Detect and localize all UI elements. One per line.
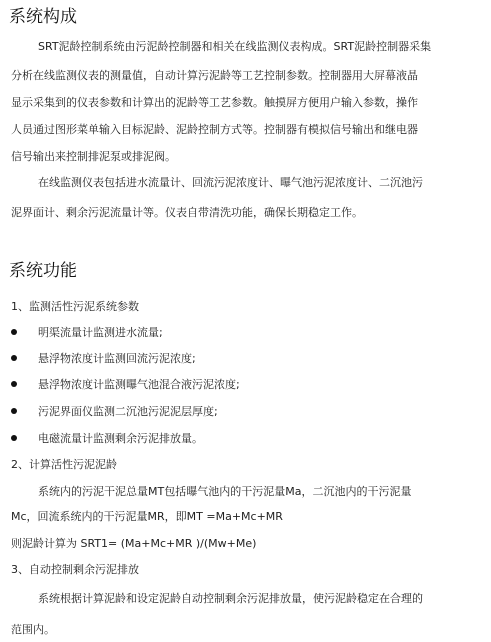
bullet-text: 电磁流量计监测剩余污泥排放量。 (38, 432, 203, 445)
list-heading-1: 1、监测活性污泥系统参数 (11, 300, 139, 313)
bullet-icon (11, 435, 17, 441)
text-line: 在线监测仪表包括进水流量计、回流污泥浓度计、曝气池污泥浓度计、二沉池污 (38, 176, 423, 189)
bullet-icon (11, 408, 17, 414)
text-line: 泥界面计、剩余污泥流量计等。仪表自带清洗功能，确保长期稳定工作。 (11, 206, 363, 219)
bullet-text: 悬浮物浓度计监测回流污泥浓度; (38, 352, 196, 365)
section-title-composition: 系统构成 (9, 7, 77, 27)
text-line: 系统内的污泥干泥总量MT包括曝气池内的干污泥量Ma，二沉池内的干污泥量 (38, 485, 412, 498)
text-line: 信号输出来控制排泥泵或排泥阀。 (11, 150, 176, 163)
bullet-text: 悬浮物浓度计监测曝气池混合液污泥浓度; (38, 378, 240, 391)
text-line: 范围内。 (11, 623, 55, 636)
text-line: 系统根据计算泥龄和设定泥龄自动控制剩余污泥排放量，使污泥龄稳定在合理的 (38, 592, 423, 605)
formula-line: 则泥龄计算为 SRT1= (Ma+Mc+MR )/(Mw+Me) (11, 537, 257, 550)
bullet-icon (11, 355, 17, 361)
text-line: SRT泥龄控制系统由污泥龄控制器和相关在线监测仪表构成。SRT泥龄控制器采集 (38, 40, 432, 53)
text-line: 分析在线监测仪表的测量值，自动计算污泥龄等工艺控制参数。控制器用大屏幕液晶 (11, 69, 418, 82)
list-heading-2: 2、计算活性污泥泥龄 (11, 458, 117, 471)
text-line: 显示采集到的仪表参数和计算出的泥龄等工艺参数。触摸屏方便用户输入参数，操作 (11, 96, 418, 109)
text-line: Mc，回流系统内的干污泥量MR，即MT =Ma+Mc+MR (11, 510, 283, 523)
bullet-icon (11, 329, 17, 335)
text-line: 人员通过图形菜单输入目标泥龄、泥龄控制方式等。控制器有模拟信号输出和继电器 (11, 123, 418, 136)
bullet-text: 污泥界面仪监测二沉池污泥泥层厚度; (38, 405, 218, 418)
bullet-text: 明渠流量计监测进水流量; (38, 326, 163, 339)
section-title-functions: 系统功能 (9, 261, 77, 281)
bullet-icon (11, 381, 17, 387)
list-heading-3: 3、自动控制剩余污泥排放 (11, 563, 139, 576)
